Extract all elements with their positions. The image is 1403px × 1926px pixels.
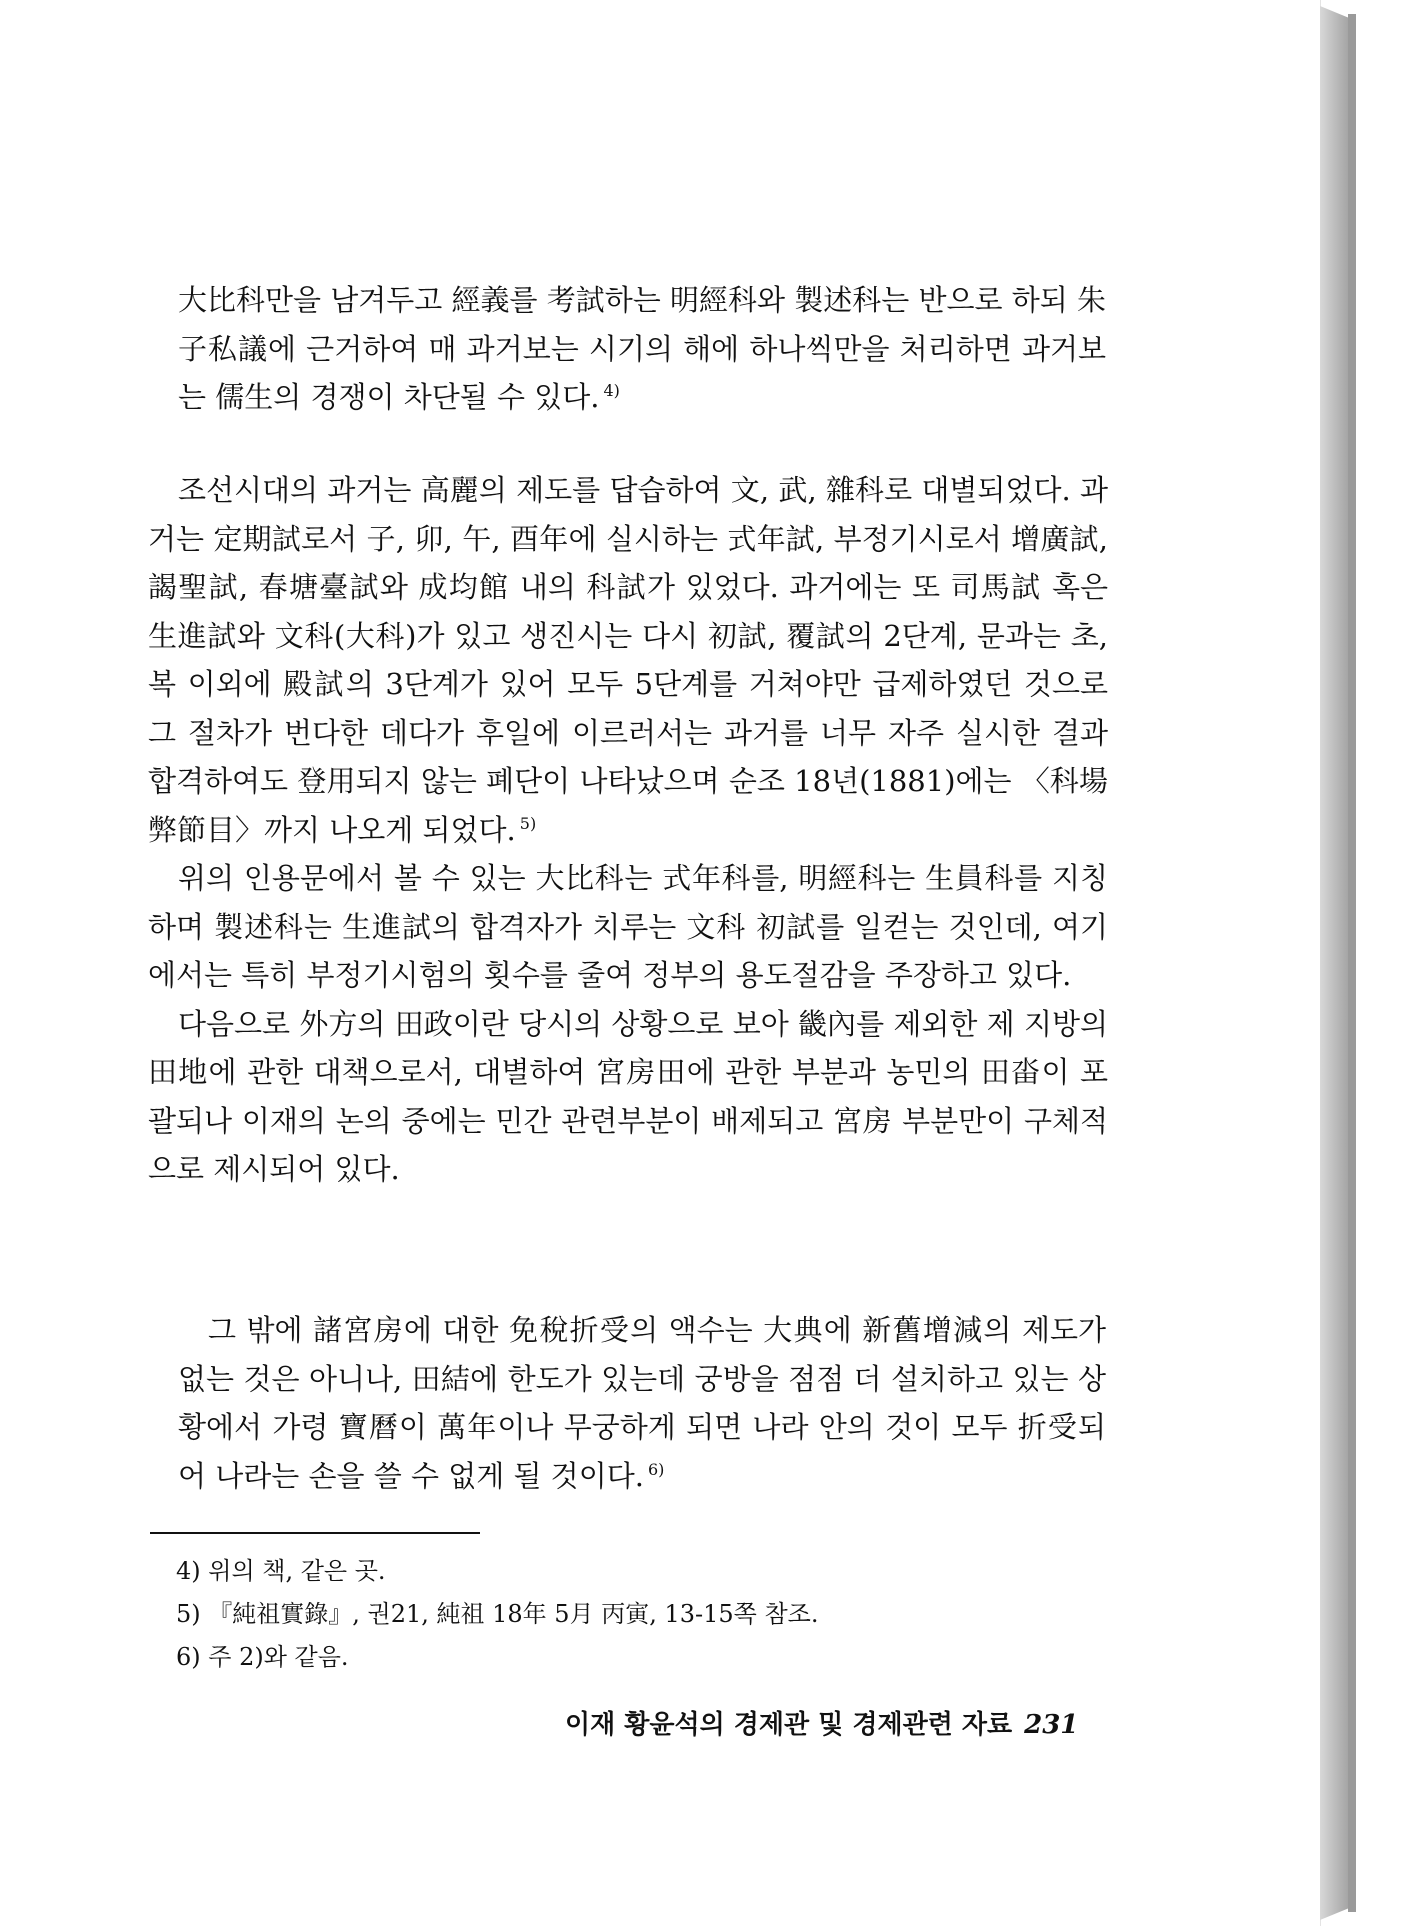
block-quote-2 <box>178 1306 1106 1500</box>
footnote-list <box>176 1550 818 1679</box>
paragraph-2: 위의 인용문에서 볼 수 있는 大比科는 式年科를, 明經科는 生員科를 지칭하며 製述科는 生進試의 합격자가 치루는 文科 初試를 일컫는 것인데, 여기에서는 특히 부정기시험의 횟수를 줄여 정부의 용도절감을 주장하고 있다. <box>148 861 1108 992</box>
body-text <box>148 466 1108 1194</box>
footnote-ref-4: 4) <box>603 381 620 401</box>
running-title: 이재 황윤석의 경제관 및 경제관련 자료 <box>565 1710 1013 1740</box>
block-quote-1 <box>178 276 1106 422</box>
footnote-6: 6) 주 2)와 같음. <box>176 1643 349 1671</box>
footnote-4: 4) 위의 책, 같은 곳. <box>176 1557 386 1585</box>
footnote-ref-5: 5) <box>519 813 537 833</box>
page-edge-back <box>1348 14 1356 1912</box>
footnote-ref-6: 6) <box>647 1459 665 1479</box>
paragraph-1 <box>148 466 1108 854</box>
quote-1-text: 大比科만을 남겨두고 經義를 考試하는 明經科와 製述科는 반으로 하되 朱子私議에 근거하여 매 과거보는 시기의 해에 하나씩만을 처리하면 과거보는 儒生의 경쟁이 차단될 수 있다. <box>178 283 1106 414</box>
page-footer <box>565 1704 1085 1741</box>
page-edge-shadow <box>1320 6 1348 1920</box>
footnote-divider <box>150 1532 480 1534</box>
paragraph-1-text: 조선시대의 과거는 高麗의 제도를 답습하여 文, 武, 雜科로 대별되었다. 과거는 定期試로서 子, 卯, 午, 酉年에 실시하는 式年試, 부정기시로서 增廣試, 謁聖試, 春塘臺試와 成均館 내의 科試가 있었다. 과거에는 또 司馬試 혹은 生進試와 文科(大科)가 있고 생진시는 다시 初試, 覆試의 2단계, 문과는 초, 복 이외에 殿試의 3단계가 있어 모두 5단계를 거쳐야만 급제하였던 것으로 그 절차가 번다한 데다가 후일에 이르러서는 과거를 너무 자주 실시한 결과 합격하여도 登用되지 않는 폐단이 나타났으며 순조 18년(1881)에는 〈科場弊節目〉까지 나오게 되었다. <box>148 473 1108 847</box>
quote-2-text: 그 밖에 諸宮房에 대한 免稅折受의 액수는 大典에 新舊增減의 제도가 없는 것은 아니나, 田結에 한도가 있는데 궁방을 점점 더 설치하고 있는 상황에서 가령 寶曆이 萬年이나 무궁하게 되면 나라 안의 것이 모두 折受되어 나라는 손을 쓸 수 없게 될 것이다. <box>178 1313 1106 1493</box>
footnote-5: 5) 『純祖實錄』, 권21, 純祖 18年 5月 丙寅, 13-15쪽 참조. <box>176 1600 819 1628</box>
page-number: 231 <box>1024 1710 1079 1740</box>
paragraph-3: 다음으로 外方의 田政이란 당시의 상황으로 보아 畿內를 제외한 제 지방의 田地에 관한 대책으로서, 대별하여 宮房田에 관한 부분과 농민의 田畓이 포괄되나 이재의 논의 중에는 민간 관련부분이 배제되고 宮房 부분만이 구체적으로 제시되어 있다. <box>148 1006 1108 1186</box>
